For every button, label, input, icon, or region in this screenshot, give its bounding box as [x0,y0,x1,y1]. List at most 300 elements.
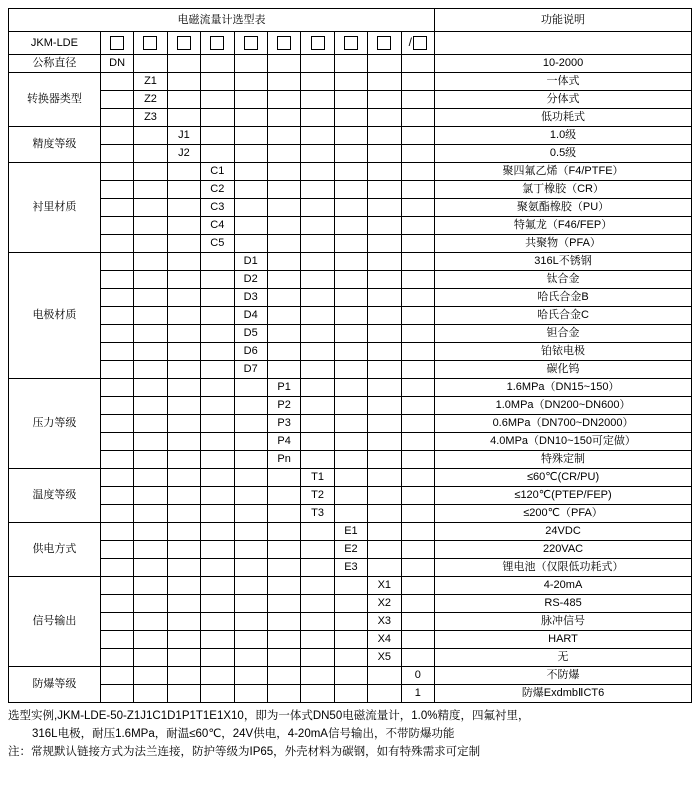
empty-cell [167,433,200,451]
empty-cell [201,289,234,307]
empty-cell [368,181,401,199]
empty-cell [301,451,334,469]
empty-cell [100,307,133,325]
code-box-5[interactable] [234,32,267,55]
empty-cell [234,451,267,469]
empty-cell [234,109,267,127]
table-row [9,415,692,433]
empty-cell [167,361,200,379]
code-cell: J2 [167,145,200,163]
empty-cell [100,325,133,343]
empty-cell [267,559,300,577]
empty-cell [401,73,435,91]
description-cell: 特殊定制 [435,451,692,469]
description-cell: 聚四氟乙烯（F4/PTFE） [435,163,692,181]
empty-cell [368,469,401,487]
empty-cell [334,343,367,361]
empty-cell [100,235,133,253]
function-header-spacer [435,32,692,55]
empty-cell [167,685,200,703]
model-code-row [9,32,692,55]
empty-cell [100,469,133,487]
description-cell: 聚氨酯橡胶（PU） [435,199,692,217]
empty-cell [167,163,200,181]
empty-cell [100,379,133,397]
description-cell: HART [435,631,692,649]
empty-cell [334,667,367,685]
empty-cell [267,541,300,559]
empty-cell [167,577,200,595]
table-row [9,289,692,307]
empty-cell [401,415,435,433]
empty-cell [267,325,300,343]
code-cell: Z3 [134,109,167,127]
empty-cell [301,91,334,109]
empty-cell [234,559,267,577]
table-row [9,685,692,703]
table-row [9,433,692,451]
empty-cell [368,55,401,73]
table-row [9,271,692,289]
row-label-9: 信号输出 [9,577,101,667]
code-box-9[interactable] [368,32,401,55]
empty-cell [401,649,435,667]
empty-cell [201,523,234,541]
code-cell: C3 [201,199,234,217]
empty-cell [334,145,367,163]
note-example-line1: 选型实例,JKM-LDE-50-Z1J1C1D1P1T1E1X10，即为一体式DN50电磁流量计，1.0%精度，四氟衬里， [8,710,530,722]
description-cell: 10-2000 [435,55,692,73]
empty-cell [401,361,435,379]
empty-cell [368,271,401,289]
description-cell: 铂铱电极 [435,343,692,361]
empty-cell [267,145,300,163]
empty-cell [134,397,167,415]
empty-cell [368,253,401,271]
empty-cell [167,73,200,91]
empty-cell [167,253,200,271]
empty-cell [267,343,300,361]
empty-cell [234,199,267,217]
empty-cell [201,415,234,433]
empty-cell [401,397,435,415]
empty-cell [301,163,334,181]
table-row [9,181,692,199]
empty-cell [401,631,435,649]
empty-cell [167,595,200,613]
table-row [9,577,692,595]
empty-cell [201,649,234,667]
description-cell: ≤120℃(PTEP/FEP) [435,487,692,505]
code-cell: Z2 [134,91,167,109]
empty-cell [134,235,167,253]
empty-cell [401,469,435,487]
empty-cell [401,127,435,145]
code-cell: C2 [201,181,234,199]
empty-cell [301,289,334,307]
empty-cell [234,469,267,487]
code-cell: 1 [401,685,435,703]
description-cell: 低功耗式 [435,109,692,127]
empty-cell [401,145,435,163]
empty-cell [167,523,200,541]
empty-cell [201,469,234,487]
description-cell: 脉冲信号 [435,613,692,631]
empty-cell [334,415,367,433]
empty-cell [368,397,401,415]
empty-cell [334,613,367,631]
description-cell: RS-485 [435,595,692,613]
empty-cell [401,307,435,325]
empty-cell [167,415,200,433]
description-cell: 防爆ExdmbⅡCT6 [435,685,692,703]
empty-cell [368,235,401,253]
empty-cell [267,685,300,703]
description-cell: 锂电池（仅限低功耗式） [435,559,692,577]
empty-cell [234,379,267,397]
empty-cell [100,109,133,127]
empty-cell [368,127,401,145]
empty-cell [368,433,401,451]
code-cell: X2 [368,595,401,613]
empty-cell [301,199,334,217]
code-box-8[interactable] [334,32,367,55]
empty-cell [334,325,367,343]
empty-cell [301,235,334,253]
code-cell: P2 [267,397,300,415]
spec-table-body [9,9,692,703]
code-cell: DN [100,55,133,73]
empty-cell [401,217,435,235]
table-row [9,217,692,235]
empty-cell [401,505,435,523]
empty-cell [368,451,401,469]
empty-cell [201,451,234,469]
empty-cell [267,163,300,181]
empty-cell [401,253,435,271]
empty-cell [134,217,167,235]
code-cell: X4 [368,631,401,649]
code-cell: X5 [368,649,401,667]
code-cell: C4 [201,217,234,235]
empty-cell [134,253,167,271]
empty-cell [234,649,267,667]
function-title: 功能说明 [435,9,692,32]
empty-cell [334,253,367,271]
empty-cell [167,199,200,217]
code-box-4[interactable] [201,32,234,55]
empty-cell [267,127,300,145]
empty-cell [368,559,401,577]
description-cell: 共聚物（PFA） [435,235,692,253]
empty-cell [134,595,167,613]
empty-cell [334,181,367,199]
description-cell: 0.6MPa（DN700~DN2000） [435,415,692,433]
empty-cell [134,55,167,73]
empty-cell [234,127,267,145]
empty-cell [100,163,133,181]
code-cell: E1 [334,523,367,541]
empty-cell [134,307,167,325]
code-cell: P3 [267,415,300,433]
empty-cell [301,595,334,613]
empty-cell [100,649,133,667]
empty-cell [401,289,435,307]
empty-cell [100,541,133,559]
empty-cell [134,577,167,595]
code-cell: T1 [301,469,334,487]
description-cell: 碳化钨 [435,361,692,379]
empty-cell [401,541,435,559]
empty-cell [234,505,267,523]
empty-cell [334,487,367,505]
empty-cell [368,505,401,523]
empty-cell [267,253,300,271]
empty-cell [401,343,435,361]
empty-cell [334,271,367,289]
empty-cell [334,163,367,181]
table-row [9,595,692,613]
table-row [9,397,692,415]
row-label-6: 压力等级 [9,379,101,469]
empty-cell [167,397,200,415]
empty-cell [401,325,435,343]
table-row [9,667,692,685]
table-row [9,649,692,667]
empty-cell [267,217,300,235]
empty-cell [134,505,167,523]
empty-cell [100,631,133,649]
empty-cell [100,667,133,685]
empty-cell [267,505,300,523]
empty-cell [201,379,234,397]
empty-cell [301,631,334,649]
code-cell: X1 [368,577,401,595]
empty-cell [234,91,267,109]
empty-cell [301,253,334,271]
empty-cell [401,199,435,217]
empty-cell [134,379,167,397]
empty-cell [134,199,167,217]
empty-cell [134,361,167,379]
description-cell: 220VAC [435,541,692,559]
empty-cell [100,487,133,505]
empty-cell [301,541,334,559]
empty-cell [267,199,300,217]
table-row [9,361,692,379]
description-cell: 哈氏合金C [435,307,692,325]
empty-cell [167,325,200,343]
table-row [9,559,692,577]
empty-cell [334,685,367,703]
empty-cell [267,667,300,685]
empty-cell [167,487,200,505]
empty-cell [167,613,200,631]
table-row [9,127,692,145]
empty-cell [301,559,334,577]
empty-cell [334,451,367,469]
empty-cell [100,127,133,145]
empty-cell [100,559,133,577]
empty-cell [267,271,300,289]
empty-cell [401,379,435,397]
code-cell: Z1 [134,73,167,91]
empty-cell [167,91,200,109]
empty-cell [167,271,200,289]
empty-cell [100,217,133,235]
table-row [9,541,692,559]
empty-cell [234,235,267,253]
empty-cell [301,181,334,199]
empty-cell [368,685,401,703]
code-box-10[interactable]: / [401,32,435,55]
empty-cell [134,487,167,505]
empty-cell [334,397,367,415]
description-cell: 316L不锈钢 [435,253,692,271]
empty-cell [201,325,234,343]
code-box-3[interactable] [167,32,200,55]
empty-cell [401,559,435,577]
empty-cell [401,271,435,289]
empty-cell [167,505,200,523]
table-row [9,325,692,343]
code-cell: E2 [334,541,367,559]
empty-cell [368,307,401,325]
code-box-1[interactable] [100,32,133,55]
empty-cell [368,667,401,685]
empty-cell [301,433,334,451]
table-row [9,379,692,397]
empty-cell [201,253,234,271]
table-row [9,73,692,91]
empty-cell [267,649,300,667]
empty-cell [234,667,267,685]
empty-cell [134,559,167,577]
empty-cell [267,109,300,127]
empty-cell [134,649,167,667]
empty-cell [201,397,234,415]
description-cell: ≤200℃（PFA） [435,505,692,523]
empty-cell [167,667,200,685]
code-box-6[interactable] [267,32,300,55]
empty-cell [100,199,133,217]
empty-cell [134,289,167,307]
empty-cell [368,217,401,235]
table-row [9,307,692,325]
empty-cell [167,55,200,73]
empty-cell [201,73,234,91]
table-row [9,163,692,181]
description-cell: 0.5级 [435,145,692,163]
empty-cell [334,199,367,217]
empty-cell [167,631,200,649]
empty-cell [100,613,133,631]
empty-cell [267,91,300,109]
code-cell: D5 [234,325,267,343]
empty-cell [100,523,133,541]
description-cell: 分体式 [435,91,692,109]
empty-cell [334,505,367,523]
empty-cell [368,487,401,505]
empty-cell [267,181,300,199]
description-cell: 4-20mA [435,577,692,595]
empty-cell [334,109,367,127]
empty-cell [368,379,401,397]
empty-cell [100,289,133,307]
empty-cell [368,109,401,127]
empty-cell [234,523,267,541]
empty-cell [100,415,133,433]
empty-cell [100,181,133,199]
code-cell: C1 [201,163,234,181]
note-example-line2: 316L电极，耐压1.6MPa，耐温≤60℃，24V供电，4-20mA信号输出，不带防爆功能 [32,727,455,740]
empty-cell [301,649,334,667]
empty-cell [201,559,234,577]
empty-cell [301,307,334,325]
empty-cell [234,145,267,163]
description-cell: 一体式 [435,73,692,91]
empty-cell [134,271,167,289]
empty-cell [201,271,234,289]
empty-cell [201,127,234,145]
empty-cell [267,523,300,541]
description-cell: ≤60℃(CR/PU) [435,469,692,487]
empty-cell [167,379,200,397]
empty-cell [334,577,367,595]
empty-cell [301,109,334,127]
empty-cell [401,91,435,109]
code-cell: D2 [234,271,267,289]
table-row [9,343,692,361]
empty-cell [201,55,234,73]
empty-cell [234,55,267,73]
code-cell: D1 [234,253,267,271]
empty-cell [267,631,300,649]
empty-cell [167,649,200,667]
empty-cell [368,73,401,91]
code-cell: J1 [167,127,200,145]
empty-cell [401,613,435,631]
empty-cell [201,685,234,703]
code-box-7[interactable] [301,32,334,55]
table-row [9,631,692,649]
empty-cell [334,307,367,325]
empty-cell [267,595,300,613]
empty-cell [401,487,435,505]
empty-cell [301,217,334,235]
description-cell: 氯丁橡胶（CR） [435,181,692,199]
table-row [9,199,692,217]
empty-cell [301,271,334,289]
empty-cell [134,415,167,433]
table-row [9,487,692,505]
empty-cell [167,469,200,487]
description-cell: 24VDC [435,523,692,541]
code-cell: 0 [401,667,435,685]
table-row [9,523,692,541]
empty-cell [100,271,133,289]
code-cell: P1 [267,379,300,397]
table-row [9,505,692,523]
empty-cell [301,577,334,595]
empty-cell [201,343,234,361]
empty-cell [134,613,167,631]
code-box-2[interactable] [134,32,167,55]
empty-cell [267,235,300,253]
empty-cell [267,469,300,487]
empty-cell [100,685,133,703]
empty-cell [334,433,367,451]
